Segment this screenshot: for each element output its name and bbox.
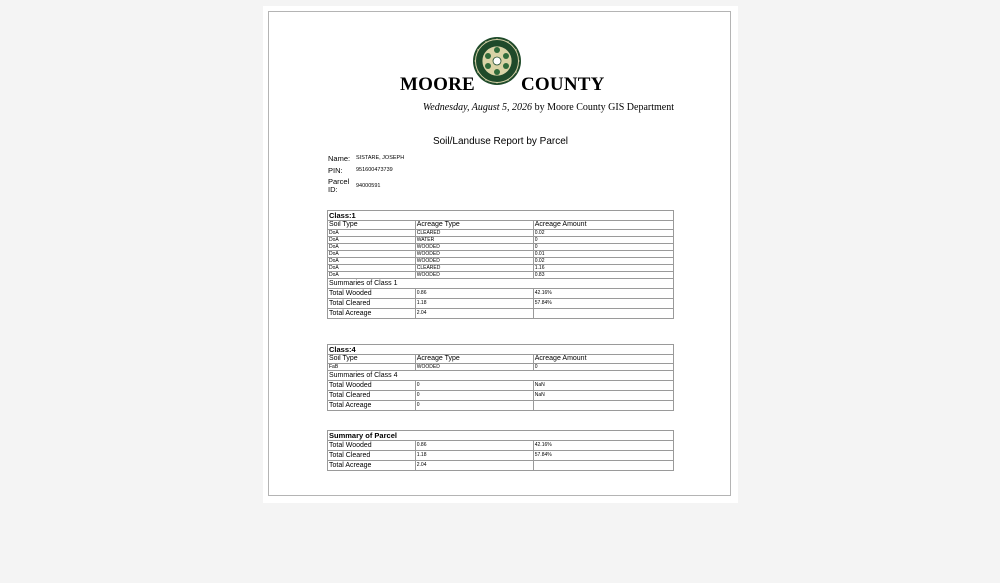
cell: DoA [328,230,416,237]
owner-info [328,154,404,194]
class1-summary-label: Summaries of Class 1 [328,279,674,289]
cell: 0.02 [533,258,673,265]
report-date: Wednesday, August 5, 2026 [422,102,533,113]
cell: NaN [533,391,673,401]
cell: Total Acreage [328,461,416,471]
cell: DoA [328,272,416,279]
cell: 0.01 [533,251,673,258]
cell: WOODED [415,364,533,371]
table-row [328,251,674,258]
class4-title: Class:4 [328,345,674,355]
cell: WOODED [415,258,533,265]
cell: Total Acreage [328,401,416,411]
table-row [328,299,674,309]
col-acreage-amount: Acreage Amount [533,355,673,364]
cell: DoA [328,258,416,265]
cell: 42.16% [533,441,673,451]
table-row [328,265,674,272]
table-row [328,381,674,391]
cell: CLEARED [415,230,533,237]
col-acreage-type: Acreage Type [415,355,533,364]
col-soil-type: Soil Type [328,355,416,364]
cell: 0.86 [415,441,533,451]
owner-parcel-row [328,178,404,194]
cell: 0 [533,237,673,244]
col-soil-type: Soil Type [328,221,416,230]
table-row [328,244,674,251]
report-page [263,6,738,503]
table-row [328,461,674,471]
table-row [328,258,674,265]
table-row [328,309,674,319]
table-row [328,441,674,451]
class1-table [327,210,674,319]
cell [533,401,673,411]
cell: Total Acreage [328,309,416,319]
report-author: by Moore County GIS Department [534,102,674,113]
class1-column-headers [328,221,674,230]
cell: 2.04 [415,461,533,471]
cell [533,309,673,319]
parcel-value: 94000591 [356,183,381,189]
cell: 0.86 [415,289,533,299]
cell: Total Cleared [328,299,416,309]
cell: Total Wooded [328,289,416,299]
cell: 1.18 [415,451,533,461]
report-title: Soil/Landuse Report by Parcel [432,136,569,147]
table-row [328,237,674,244]
cell: Total Wooded [328,441,416,451]
cell: WOODED [415,244,533,251]
parcel-label-line2: ID: [328,185,338,194]
cell: Total Cleared [328,451,416,461]
cell: 0.02 [533,230,673,237]
cell: DoA [328,251,416,258]
cell: 2.04 [415,309,533,319]
cell: DoA [328,237,416,244]
col-acreage-type: Acreage Type [415,221,533,230]
table-row [328,272,674,279]
owner-name-row [328,154,404,166]
table-row [328,451,674,461]
table-row [328,391,674,401]
cell: WOODED [415,251,533,258]
county-seal-icon [472,36,522,86]
cell: 0 [415,391,533,401]
parcel-label-line1: Parcel [328,177,350,186]
cell: Total Wooded [328,381,416,391]
table-row [328,401,674,411]
cell: 0 [415,381,533,391]
cell: Total Cleared [328,391,416,401]
cell: 1.16 [533,265,673,272]
name-label: Name: [328,154,351,163]
cell: DoA [328,265,416,272]
parcel-summary-table [327,430,674,471]
cell: WOODED [415,272,533,279]
pin-value: 951600473739 [356,167,393,173]
class4-summary-label: Summaries of Class 4 [328,371,674,381]
cell: WATER [415,237,533,244]
cell: FaB [328,364,416,371]
cell: CLEARED [415,265,533,272]
county-word-right: COUNTY [521,74,605,95]
report-date-line [423,102,674,113]
table-row [328,230,674,237]
cell: 0 [533,244,673,251]
pin-label: PIN: [328,166,343,175]
cell: 57.84% [533,299,673,309]
cell: 0 [415,401,533,411]
cell: 0.83 [533,272,673,279]
class4-table [327,344,674,411]
county-word-left: MOORE [400,74,475,95]
table-row [328,364,674,371]
cell [533,461,673,471]
class4-column-headers [328,355,674,364]
name-value: SISTARE, JOSEPH [356,155,405,161]
parcel-summary-title: Summary of Parcel [328,431,674,441]
cell: NaN [533,381,673,391]
class1-title: Class:1 [328,211,674,221]
cell: DoA [328,244,416,251]
cell: 42.16% [533,289,673,299]
table-row [328,289,674,299]
cell: 1.18 [415,299,533,309]
cell: 0 [533,364,673,371]
cell: 57.84% [533,451,673,461]
col-acreage-amount: Acreage Amount [533,221,673,230]
parcel-label [328,178,356,194]
